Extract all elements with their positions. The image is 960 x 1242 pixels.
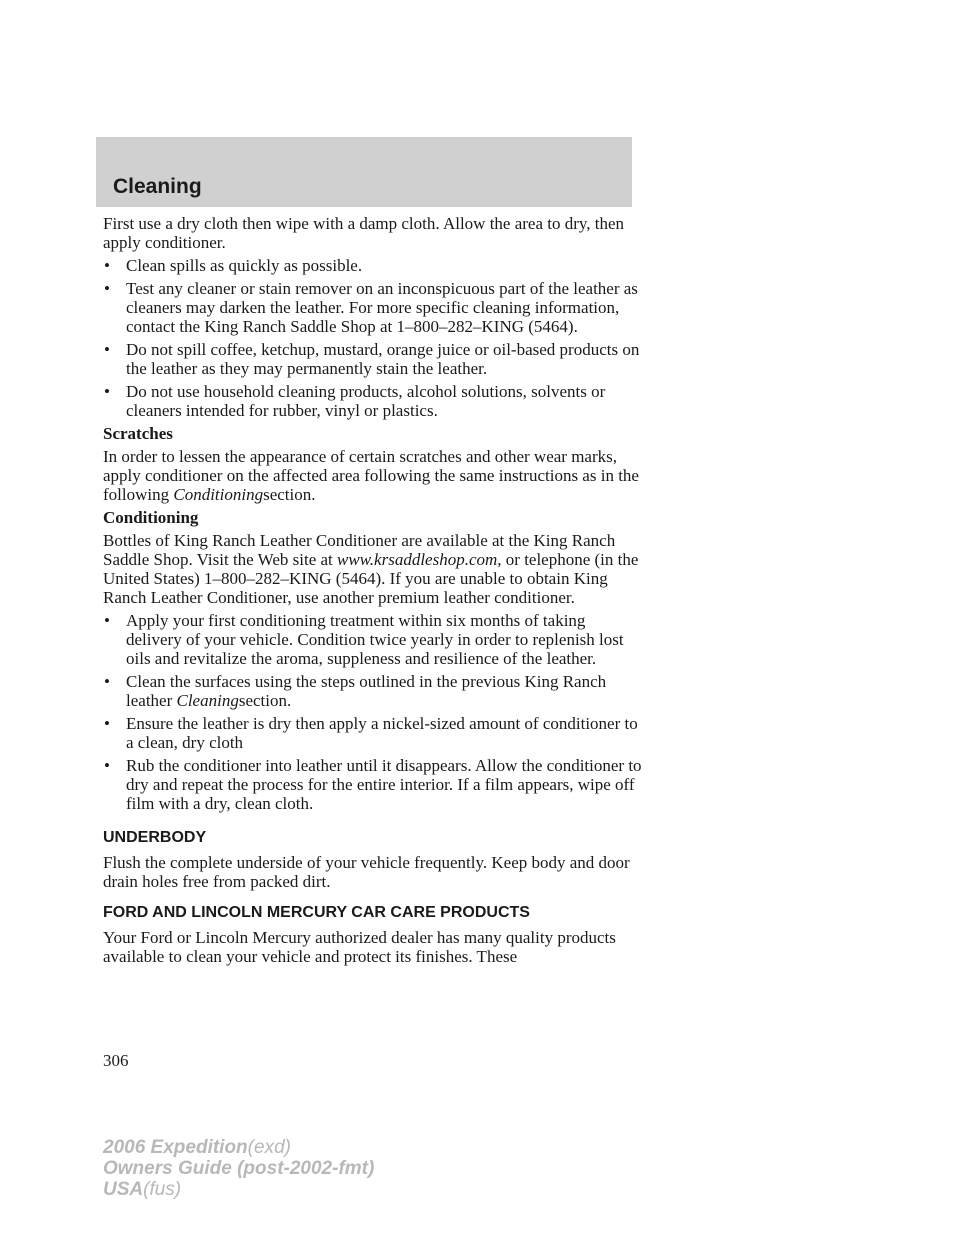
conditioning-reference: Conditioning — [173, 485, 264, 504]
scratches-heading: Scratches — [103, 424, 173, 443]
list-item: • Ensure the leather is dry then apply a nickel-sized amount of conditioner to a clean, dry cloth — [104, 714, 638, 752]
conditioning-paragraph: Bottles of King Ranch Leather Conditioner are available at the King Ranch Saddle Shop. Visit the Web site at www.krsaddleshop.com, or telephone (in the United States) 1–800–282–KING (5464). If you are unable to obtain King Ranch Leather Conditioner, use another premium leather conditioner. — [103, 531, 639, 607]
bullet-icon: • — [104, 256, 110, 275]
footer-line-guide: Owners Guide (post-2002-fmt) — [103, 1158, 375, 1179]
bullet-icon: • — [104, 672, 110, 691]
footer-line-region: USA(fus) — [103, 1179, 182, 1200]
conditioning-heading: Conditioning — [103, 508, 199, 527]
list-item: • Clean the surfaces using the steps outlined in the previous King Ranch leather Cleaningsection. — [104, 672, 607, 710]
cleaning-bullet-list — [103, 256, 643, 420]
bullet-icon: • — [104, 340, 110, 359]
conditioning-bullet-list — [103, 611, 643, 813]
list-item: • Rub the conditioner into leather until it disappears. Allow the conditioner to dry and repeat the process for the entire interior. If a film appears, wipe off film with a dry, clean cloth. — [104, 756, 642, 813]
list-item: • Test any cleaner or stain remover on an inconspicuous part of the leather as cleaners may darken the leather. For more specific cleaning information, contact the King Ranch Saddle Shop at 1–800–282–KING (5464). — [104, 279, 638, 336]
list-item: • Do not spill coffee, ketchup, mustard, orange juice or oil-based products on the leather as they may permanently stain the leather. — [104, 340, 640, 378]
bullet-icon: • — [104, 611, 110, 630]
website-link: www.krsaddleshop.com — [337, 550, 498, 569]
intro-paragraph: First use a dry cloth then wipe with a damp cloth. Allow the area to dry, then apply conditioner. — [103, 214, 625, 252]
list-item: • Clean spills as quickly as possible. — [104, 256, 363, 275]
car-care-paragraph: Your Ford or Lincoln Mercury authorized dealer has many quality products available to clean your vehicle and protect its finishes. These — [103, 928, 616, 966]
page-title: Cleaning — [113, 175, 202, 198]
page-number: 306 — [103, 1051, 129, 1070]
list-item: • Do not use household cleaning products, alcohol solutions, solvents or cleaners intended for rubber, vinyl or plastics. — [104, 382, 606, 420]
bullet-icon: • — [104, 756, 110, 775]
cleaning-reference: Cleaning — [176, 691, 239, 710]
bullet-icon: • — [104, 279, 110, 298]
list-item: • Apply your first conditioning treatment within six months of taking delivery of your vehicle. Condition twice yearly in order to replenish lost oils and revitalize the aroma, suppleness and resilience of the leather. — [104, 611, 624, 668]
underbody-heading: UNDERBODY — [103, 829, 207, 846]
scratches-paragraph: In order to lessen the appearance of certain scratches and other wear marks, apply conditioner on the affected area following the same instructions as in the following Conditioningsection. — [103, 447, 639, 504]
document-footer — [103, 1137, 374, 1200]
footer-line-model: 2006 Expedition(exd) — [103, 1137, 291, 1158]
bullet-icon: • — [104, 714, 110, 733]
underbody-paragraph: Flush the complete underside of your vehicle frequently. Keep body and door drain holes free from packed dirt. — [103, 853, 630, 891]
car-care-heading: FORD AND LINCOLN MERCURY CAR CARE PRODUCTS — [103, 904, 530, 921]
page-content — [103, 214, 643, 970]
bullet-icon: • — [104, 382, 110, 401]
